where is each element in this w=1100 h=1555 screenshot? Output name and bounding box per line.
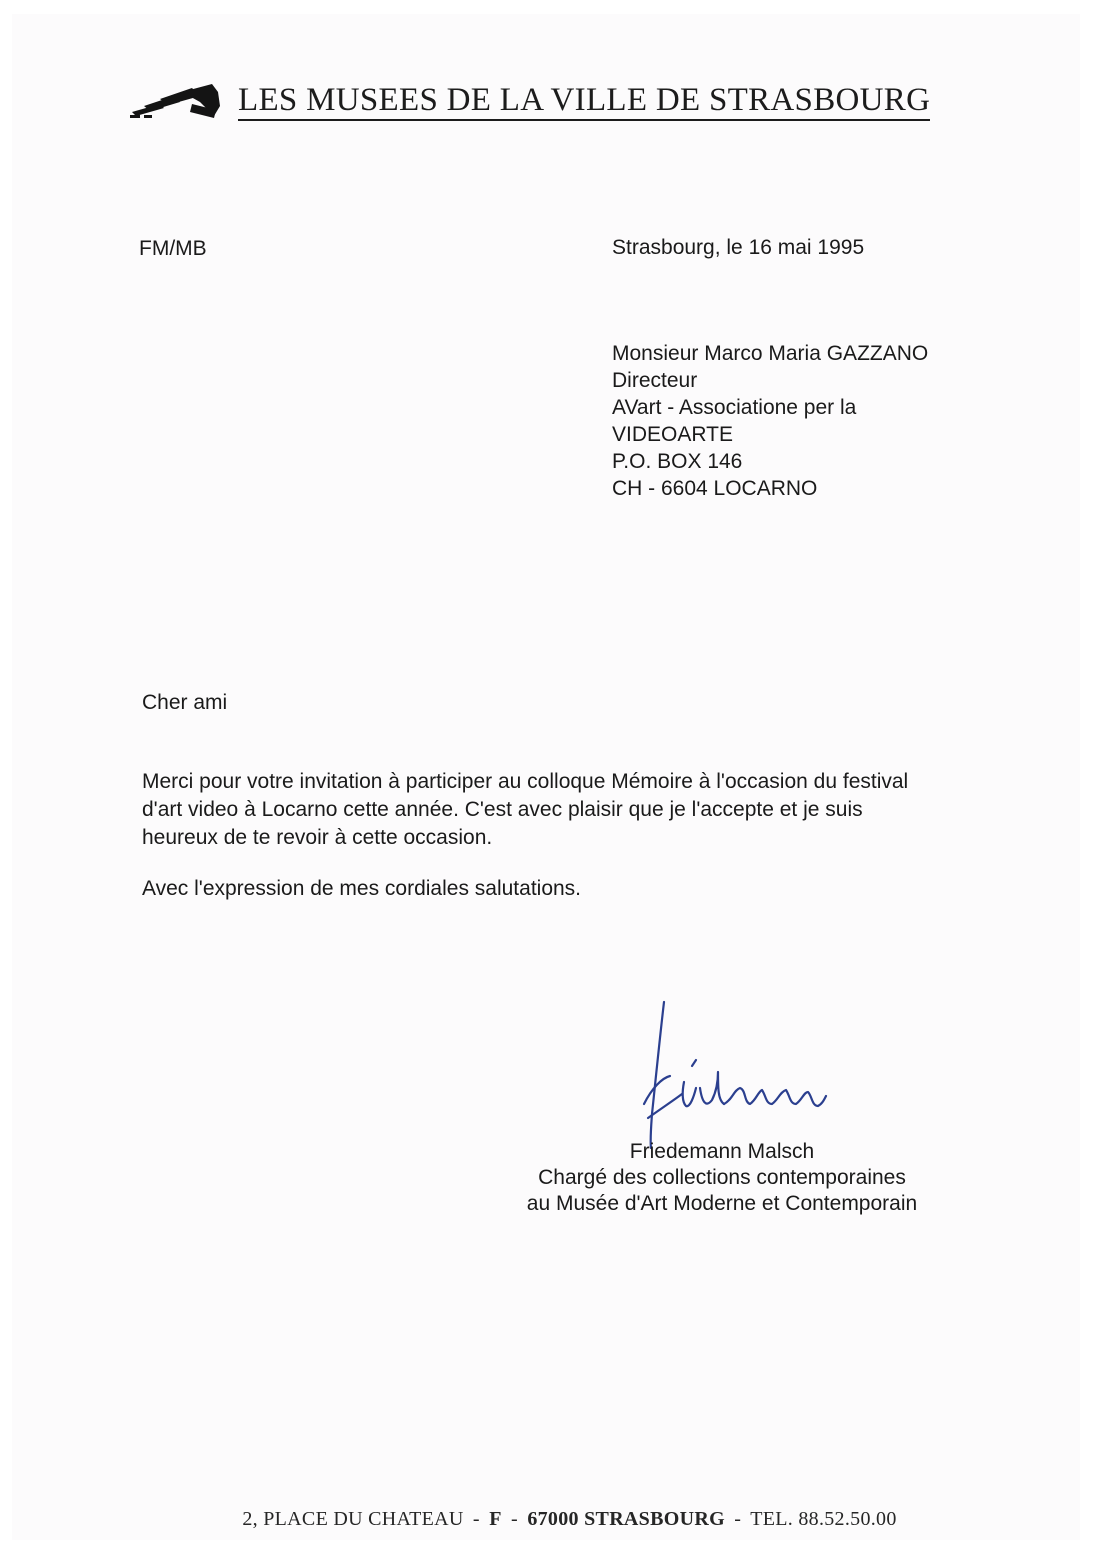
recipient-line: Monsieur Marco Maria GAZZANO (612, 342, 929, 365)
footer-street: 2, PLACE DU CHATEAU (242, 1508, 464, 1530)
recipient-line: VIDEOARTE (612, 423, 733, 446)
footer-city: 67000 STRASBOURG (527, 1508, 725, 1530)
signatory-name: Friedemann Malsch (629, 1140, 815, 1163)
signatory-block (452, 1139, 992, 1217)
organization-name: LES MUSEES DE LA VILLE DE STRASBOURG (238, 83, 930, 121)
footer-country: F (489, 1508, 502, 1530)
recipient-line: CH - 6604 LOCARNO (612, 477, 818, 500)
body-line: heureux de te revoir à cette occasion. (142, 826, 493, 849)
letter-page (12, 14, 1080, 1540)
footer-separator: - (511, 1508, 519, 1530)
footer-phone: TEL. 88.52.50.00 (750, 1508, 897, 1530)
letterhead (130, 80, 930, 124)
recipient-address (612, 340, 928, 502)
body-line: Merci pour votre invitation à participer au colloque Mémoire à l'occasion du festival (142, 770, 909, 793)
recipient-line: Directeur (612, 369, 698, 392)
closing-line: Avec l'expression de mes cordiales salutations. (142, 877, 582, 900)
recipient-line: AVart - Associatione per la (612, 396, 857, 419)
museum-wave-logo-icon (130, 82, 222, 122)
signatory-title: Chargé des collections contemporaines (538, 1166, 906, 1189)
body-line: d'art video à Locarno cette année. C'est avec plaisir que je l'accepte et je suis (142, 798, 863, 821)
body-paragraph (142, 768, 908, 852)
signatory-institution: au Musée d'Art Moderne et Contemporain (526, 1192, 918, 1215)
date-line: Strasbourg, le 16 mai 1995 (612, 236, 865, 259)
footer-separator: - (472, 1508, 480, 1530)
recipient-line: P.O. BOX 146 (612, 450, 743, 473)
handwritten-signature-icon (622, 996, 842, 1156)
salutation: Cher ami (142, 691, 228, 714)
footer-separator: - (734, 1508, 742, 1530)
footer-address (12, 1508, 1100, 1531)
reference-code: FM/MB (139, 237, 207, 260)
